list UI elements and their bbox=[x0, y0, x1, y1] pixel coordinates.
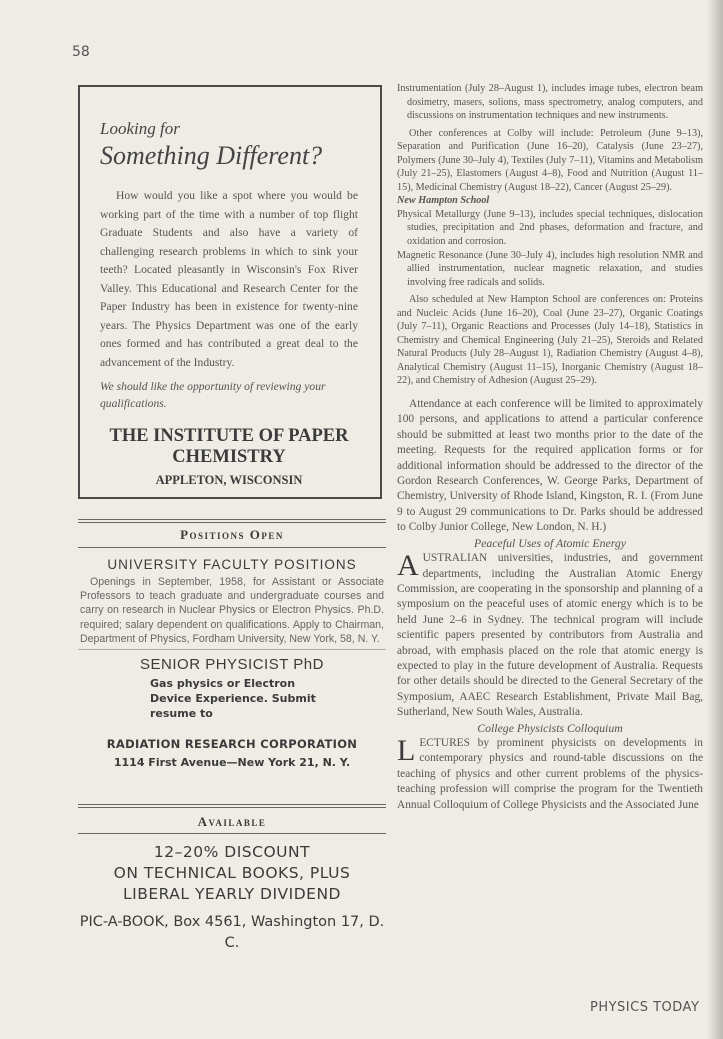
senior-physicist-title: SENIOR PHYSICIST PhD bbox=[140, 656, 324, 673]
divider bbox=[78, 649, 386, 650]
ad-headline: Something Different? bbox=[100, 141, 323, 170]
article-paragraph: Instrumentation (July 28–August 1), includes image tubes, electron beam dosimetry, masers, solions, mass spectrometry, analog computers, and discussions on instrumentation techniques and new instruments. bbox=[397, 83, 703, 122]
senior-physicist-lines bbox=[150, 676, 380, 721]
positions-open-title: Positions Open bbox=[180, 527, 284, 542]
page-number: 58 bbox=[72, 44, 90, 60]
discount-line: LIBERAL YEARLY DIVIDEND bbox=[123, 885, 341, 903]
colloquium-paragraph bbox=[397, 733, 703, 813]
drop-cap: L bbox=[397, 733, 416, 767]
drop-cap: A bbox=[397, 549, 419, 583]
article-paragraph: Attendance at each conference will be limited to approximately 100 persons, and applications to attend a particular conference should be submitted at least two months prior to the date of the meeting. Requests for the required application forms or for additional information should be addressed to the director of the Gordon Research Conferences, W. George Parks, Department of Chemistry, University of Rhode Island, Kingston, R. I. (From June 9 to August 29 communications to Dr. Parks should be addressed to Colby Junior College, New London, N. H.) bbox=[397, 398, 703, 534]
atomic-energy-paragraph bbox=[397, 551, 703, 720]
colloquium-text: ECTURES by prominent physicists on developments in contemporary physics and round-table discussions on the teaching of physics and other current problems of the physics-teaching profession will comprise the program for the Twentieth Annual Colloquium of College Physicists and the Associated June bbox=[397, 736, 703, 811]
page-spine-shadow bbox=[707, 0, 723, 1039]
book-discount-ad bbox=[78, 842, 386, 954]
senior-physicist-line: resume to bbox=[150, 707, 213, 720]
faculty-positions-body: Openings in September, 1958, for Assistant or Associate Professors to teach graduate and undergraduate courses and carry on research in Nuclear Physics or Electron Physics. Ph.D. required; salary dependent on qualifications. Apply to Chairman, Department of Physics, Fordham University, New York, 58, N. Y. bbox=[80, 576, 384, 645]
article-paragraph: Magnetic Resonance (June 30–July 4), includes high resolution NMR and allied instrumentation, nuclear magnetic relaxation, and studies involving free radicals and solids. bbox=[397, 249, 703, 288]
footer-publication: PHYSICS TODAY bbox=[590, 1000, 700, 1015]
article-paragraph: Physical Metallurgy (June 9–13), includes special techniques, dislocation studies, precipitation and 2nd phases, deformation and fracture, and oxidation and corrosion. bbox=[397, 208, 703, 248]
ad-kicker: Looking for bbox=[100, 119, 180, 138]
institute-ad-box bbox=[78, 85, 382, 499]
discount-line: ON TECHNICAL BOOKS, PLUS bbox=[113, 864, 351, 882]
colloquium-heading: College Physicists Colloquium bbox=[477, 720, 623, 735]
divider bbox=[78, 807, 386, 808]
ad-body: How would you like a spot where you would be working part of the time with a number of top flight Graduate Students and also have a variety of challenging research problems in which to sink your teeth? Located pleasantly in Wisconsin's Fox River Valley. This Educational and Research Center for the Paper Industry has been in existence for twenty-nine years. The Physics Department was one of the early ones formed and has contributed a great deal to the advancement of the Industry. bbox=[100, 189, 358, 369]
available-title: Available bbox=[197, 814, 267, 829]
atomic-energy-text: USTRALIAN universities, industries, and government departments, including the Australian Atomic Energy Commission, are cooperating in the sponsorship and planning of a symposium on the peaceful uses of atomic energy which is to be held June 2–6 in Sydney. The technical program will include scientific papers presented by contributors from Australia and abroad, with emphasis placed on the role that atomic energy is expected to play in the future development of Australia. Requests for other details should be directed to the General Secretary of the Symposium, AAEC Research Establishment, Private Mail Bag, Sutherland, New South Wales, Australia. bbox=[397, 552, 703, 719]
article-paragraph: Other conferences at Colby will include: Petroleum (June 9–13), Separation and Purification (June 16–20), Catalysis (June 23–27), Polymers (June 30–July 4), Textiles (July 7–11), Vitamins and Metabolism (July 21–25), Elastomers (August 4–8), Food and Nutrition (August 11–15), Medicinal Chemistry (August 18–22), Cancer (August 25–29). bbox=[397, 127, 703, 193]
discount-line: 12–20% DISCOUNT bbox=[153, 843, 311, 861]
book-contact: PIC-A-BOOK, Box 4561, Washington 17, D. C. bbox=[79, 914, 385, 951]
ad-institute-name: THE INSTITUTE OF PAPER CHEMISTRY bbox=[109, 426, 349, 467]
atomic-energy-heading: Peaceful Uses of Atomic Energy bbox=[473, 535, 626, 550]
new-hampton-heading: New Hampton School bbox=[397, 195, 490, 207]
faculty-positions-title: UNIVERSITY FACULTY POSITIONS bbox=[107, 557, 357, 572]
ad-invitation: We should like the opportunity of reviewing your qualifications. bbox=[100, 380, 326, 410]
divider bbox=[78, 833, 386, 834]
article-paragraph: Also scheduled at New Hampton School are conferences on: Proteins and Nucleic Acids (June 16–20), Coal (June 23–27), Organic Coatings (July 7–11), Organic Reactions and Processes (July 14–18), Statistics in Chemistry and Chemical Engineering (July 21–25), Steroids and Related Natural Products (July 28–August 1), Radiation Chemistry (August 4–8), Analytical Chemistry (August 11–15), Inorganic Chemistry (August 18–22), and Chemistry of Adhesion (August 25–29). bbox=[397, 294, 703, 387]
divider bbox=[78, 519, 386, 520]
senior-physicist-line: Gas physics or Electron bbox=[150, 677, 296, 690]
divider bbox=[78, 804, 386, 805]
company-name: RADIATION RESEARCH CORPORATION bbox=[106, 737, 358, 751]
senior-physicist-line: Device Experience. Submit bbox=[150, 692, 316, 705]
ad-location: APPLETON, WISCONSIN bbox=[155, 473, 303, 487]
divider bbox=[78, 547, 386, 548]
article-column bbox=[397, 82, 703, 813]
divider bbox=[78, 522, 386, 523]
company-address: 1114 First Avenue—New York 21, N. Y. bbox=[113, 756, 351, 769]
